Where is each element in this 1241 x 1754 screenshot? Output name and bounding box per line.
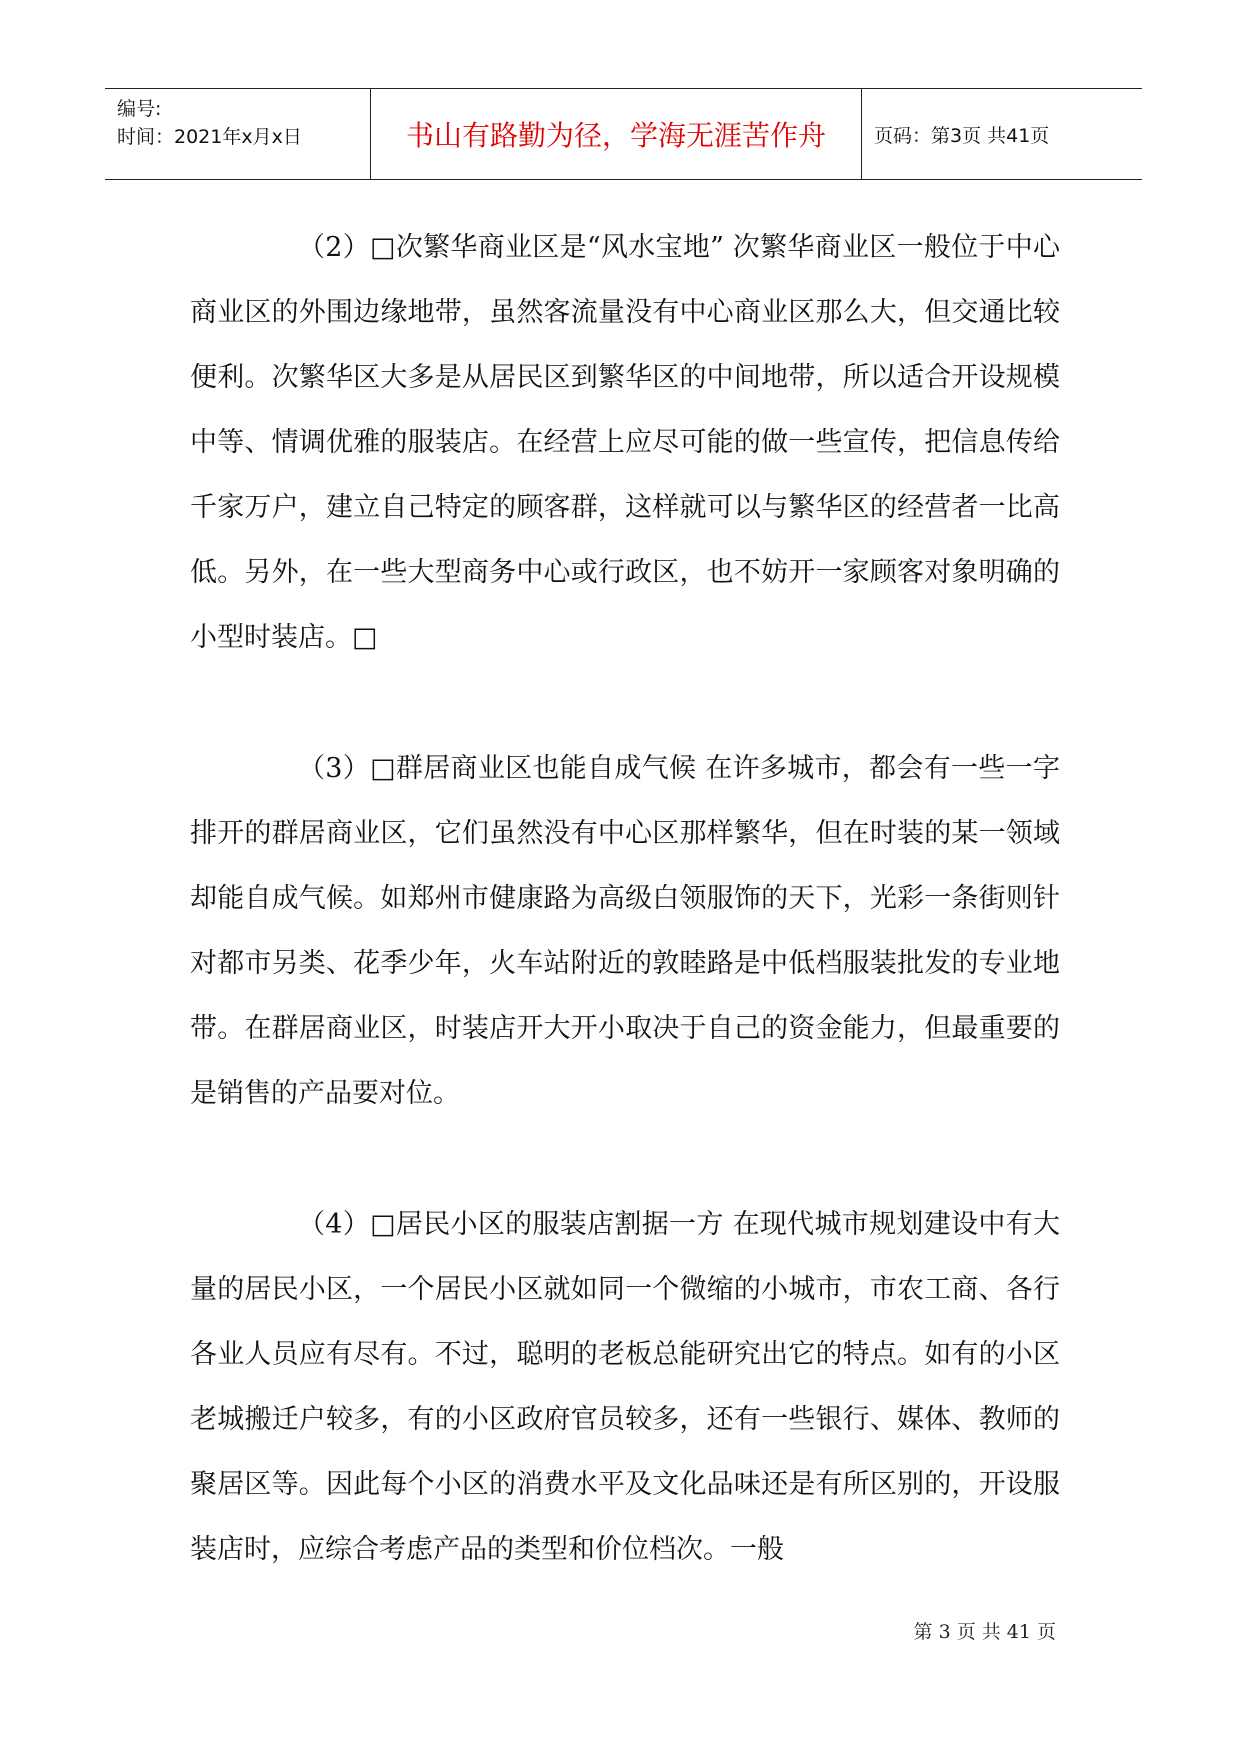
document-header (105, 88, 1142, 180)
paragraph-3: （3）□群居商业区也能自成气候 在许多城市，都会有一些一字排开的群居商业区，它们虽然没有中心区那样繁华，但在时装的某一领域却能自成气候。如郑州市健康路为高级白领服饰的天下，光彩一条街则针对都市另类、花季少年，火车站附近的敦睦路是中低档服装批发的专业地带。在群居商业区，时装店开大开小取决于自己的资金能力，但最重要的是销售的产品要对位。 (190, 753, 1060, 1109)
page-info: 页码：第3页 共41页 (874, 124, 1050, 147)
time-label: 时间：2021年x月x日 (117, 126, 302, 148)
header-motto-cell (371, 89, 862, 179)
page-footer: 第 3 页 共 41 页 (913, 1621, 1056, 1643)
motto-text: 书山有路勤为径，学海无涯苦作舟 (405, 119, 826, 152)
header-left-cell (105, 89, 371, 179)
paragraph-2: （2）□次繁华商业区是“风水宝地” 次繁华商业区一般位于中心商业区的外围边缘地带，虽然客流量没有中心商业区那么大，但交通比较便利。次繁华区大多是从居民区到繁华区的中间地带，所以适合开设规模中等、情调优雅的服装店。在经营上应尽可能的做一些宣传，把信息传给千家万户，建立自己特定的顾客群，这样就可以与繁华区的经营者一比高低。另外，在一些大型商务中心或行政区，也不妨开一家顾客对象明确的小型时装店。□ (190, 232, 1060, 653)
paragraph-4: （4）□居民小区的服装店割据一方 在现代城市规划建设中有大量的居民小区，一个居民小区就如同一个微缩的小城市，市农工商、各行各业人员应有尽有。不过，聪明的老板总能研究出它的特点。如有的小区老城搬迁户较多，有的小区政府官员较多，还有一些银行、媒体、教师的聚居区等。因此每个小区的消费水平及文化品味还是有所区别的，开设服装店时，应综合考虑产品的类型和价位档次。一般 (190, 1209, 1060, 1565)
document-body (190, 215, 1060, 1582)
header-right-cell (862, 89, 1142, 179)
number-label: 编号: (117, 98, 162, 120)
